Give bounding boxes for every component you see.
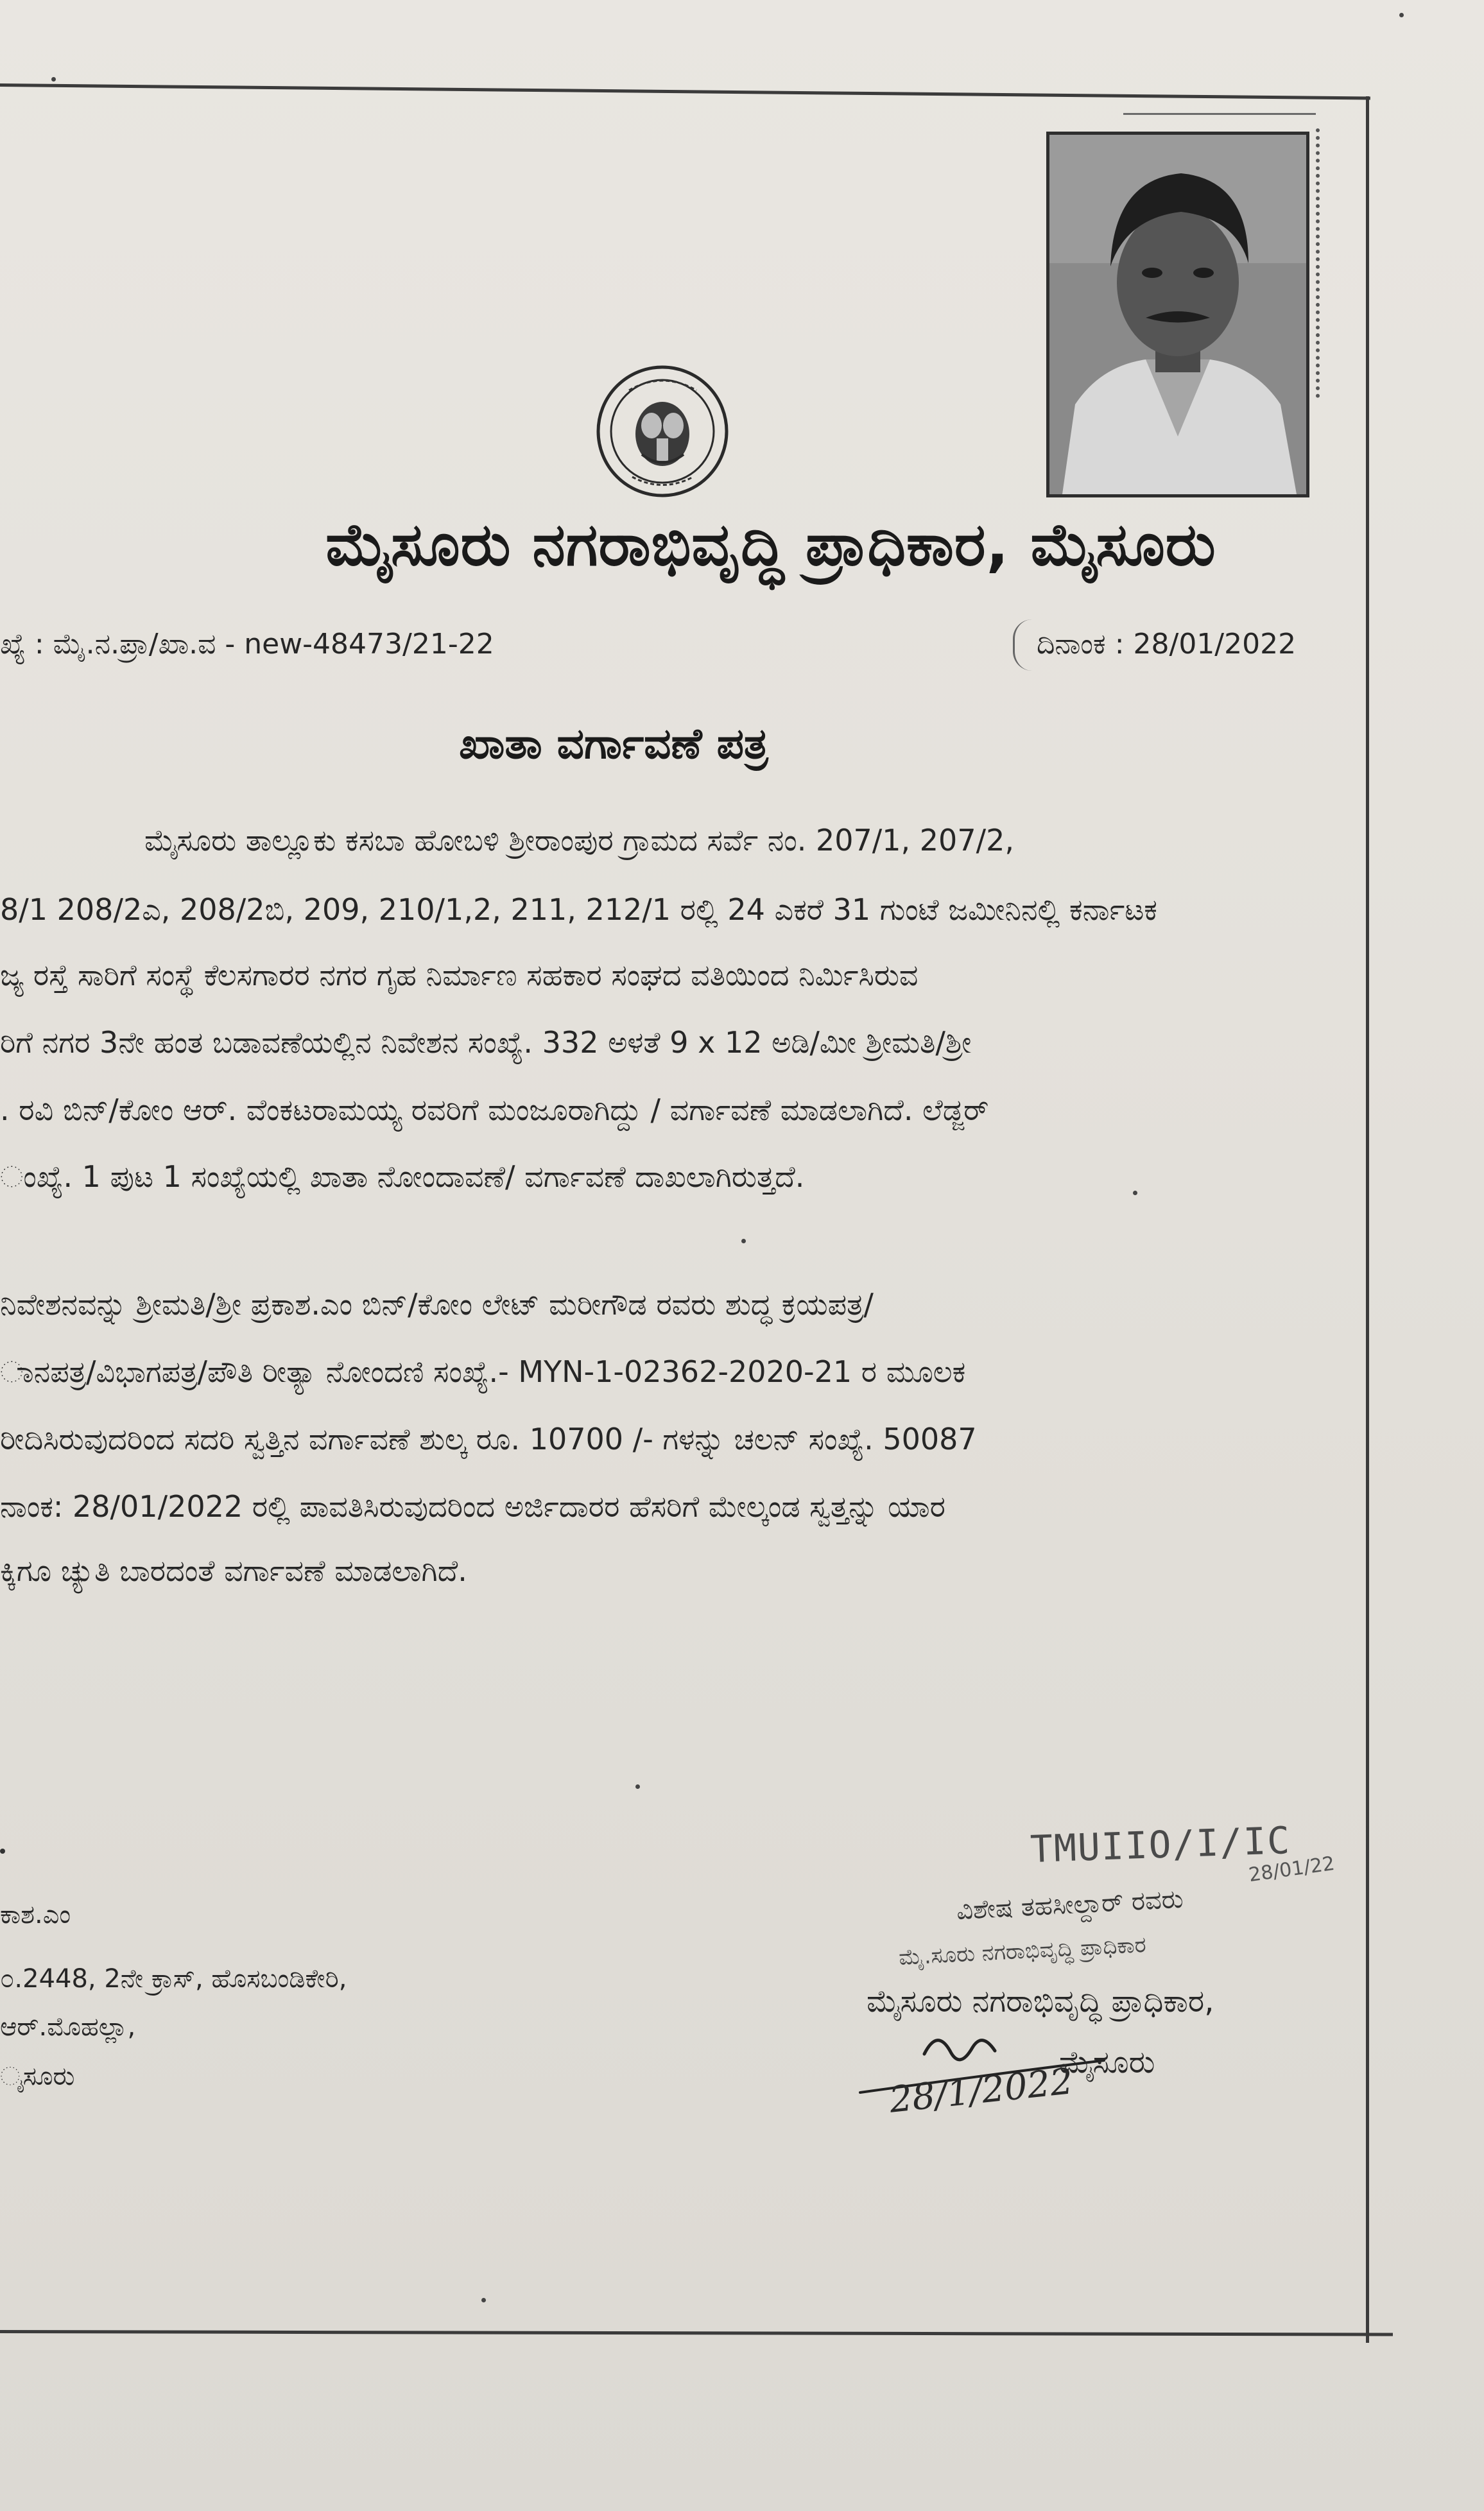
scan-speck bbox=[1399, 13, 1404, 17]
paragraph1-line6: ಂಖ್ಯೆ. 1 ಪುಟ 1 ಸಂಖ್ಯೆಯಲ್ಲಿ ಖಾತಾ ನೋಂದಾವಣೆ/ ವರ್ಗಾವಣೆ ದಾಖಲಾಗಿರುತ್ತದೆ. bbox=[0, 1159, 805, 1194]
frame-right-line bbox=[1366, 96, 1369, 2343]
handwritten-date: 28/1/2022 bbox=[887, 2060, 1075, 2121]
frame-top-inner-line bbox=[1123, 113, 1316, 115]
dotted-edge bbox=[1316, 128, 1320, 398]
authority-title: ಮೈಸೂರು ನಗರಾಭಿವೃದ್ಧಿ ಪ್ರಾಧಿಕಾರ, ಮೈಸೂರು bbox=[325, 510, 1216, 579]
paragraph1-line5: . ರವಿ ಬಿನ್/ಕೋಂ ಆರ್. ವೆಂಕಟರಾಮಯ್ಯ ರವರಿಗೆ ಮಂಜೂರಾಗಿದ್ದು / ವರ್ಗಾವಣೆ ಮಾಡಲಾಗಿದೆ. ಲೆಡ್ಜರ್ bbox=[0, 1092, 989, 1127]
addressee-address-line1: ೦.2448, 2ನೇ ಕ್ರಾಸ್, ಹೊಸಬಂಡಿಕೇರಿ, bbox=[0, 1964, 347, 1994]
paragraph2-line3: ರೀದಿಸಿರುವುದರಿಂದ ಸದರಿ ಸ್ವತ್ತಿನ ವರ್ಗಾವಣೆ ಶುಲ್ಕ ರೂ. 10700 /- ಗಳನ್ನು ಚಲನ್ ಸಂಖ್ಯೆ. 50087 bbox=[0, 1422, 977, 1456]
addressee-address-line2: ಆರ್.ಮೊಹಲ್ಲಾ, bbox=[0, 2012, 136, 2042]
scan-speck bbox=[635, 1784, 640, 1789]
government-seal-icon bbox=[594, 358, 732, 505]
addressee-bullet bbox=[0, 1849, 5, 1854]
paragraph1-line1: ಮೈಸೂರು ತಾಲ್ಲೂಕು ಕಸಬಾ ಹೋಬಳಿ ಶ್ರೀರಾಂಪುರ ಗ್ರಾಮದ ಸರ್ವೆ ನಂ. 207/1, 207/2, bbox=[144, 823, 1014, 858]
frame-top-line bbox=[0, 83, 1370, 99]
scan-speck bbox=[481, 2298, 486, 2302]
paragraph2-line1: ನಿವೇಶನವನ್ನು ಶ್ರೀಮತಿ/ಶ್ರೀ ಪ್ರಕಾಶ.ಎಂ ಬಿನ್/ಕೋಂ ಲೇಟ್ ಮರೀಗೌಡ ರವರು ಶುದ್ಧ ಕ್ರಯಪತ್ರ/ bbox=[0, 1287, 874, 1322]
paragraph2-line2: ಾನಪತ್ರ/ವಿಭಾಗಪತ್ರ/ಪೌತಿ ರೀತ್ಯಾ ನೋಂದಣಿ ಸಂಖ್ಯೆ.- MYN-1-02362-2020-21 ರ ಮೂಲಕ bbox=[0, 1354, 966, 1389]
paragraph2-line4: ನಾಂಕ: 28/01/2022 ರಲ್ಲಿ ಪಾವತಿಸಿರುವುದರಿಂದ ಅರ್ಜಿದಾರರ ಹೆಸರಿಗೆ ಮೇಲ್ಕಂಡ ಸ್ವತ್ತನ್ನು ಯಾರ bbox=[0, 1489, 945, 1524]
person-photo-icon bbox=[1049, 135, 1306, 494]
frame-bottom-line bbox=[0, 2330, 1393, 2336]
designation-line1: ವಿಶೇಷ ತಹಸೀಲ್ದಾರ್ ರವರು bbox=[956, 1884, 1184, 1926]
addressee-city: ೖಸೂರು bbox=[0, 2062, 75, 2091]
stamp-number: TMUIIO/I/IC bbox=[1029, 1818, 1292, 1872]
addressee-name: ಕಾಶ.ಎಂ bbox=[0, 1900, 71, 1929]
authority-signature-line: ಮೈಸೂರು ನಗರಾಭಿವೃದ್ಧಿ ಪ್ರಾಧಿಕಾರ, bbox=[867, 1983, 1214, 2019]
paragraph1-line2: 8/1 208/2ಎ, 208/2ಬಿ, 209, 210/1,2, 211, 212/1 ರಲ್ಲಿ 24 ಎಕರೆ 31 ಗುಂಟೆ ಜಮೀನಿನಲ್ಲಿ ಕರ್ನಾಟಕ bbox=[0, 892, 1158, 927]
paragraph2-line5: ಕ್ಕಿಗೂ ಚ್ಯುತಿ ಬಾರದಂತೆ ವರ್ಗಾವಣೆ ಮಾಡಲಾಗಿದೆ. bbox=[0, 1553, 467, 1588]
reference-number: ಖ್ಯೆ : ಮೈ.ನ.ಪ್ರಾ/ಖಾ.ವ - new-48473/21-22 bbox=[0, 628, 494, 660]
paragraph1-line4: ರಿಗೆ ನಗರ 3ನೇ ಹಂತ ಬಡಾವಣೆಯಲ್ಲಿನ ನಿವೇಶನ ಸಂಖ್ಯೆ. 332 ಅಳತೆ 9 x 12 ಅಡಿ/ಮೀ ಶ್ರೀಮತಿ/ಶ್ರೀ bbox=[0, 1025, 972, 1060]
designation-line2: ಮೈ.ಸೂರು ನಗರಾಭಿವೃದ್ಧಿ ಪ್ರಾಧಿಕಾರ bbox=[898, 1931, 1147, 1971]
document-title: ಖಾತಾ ವರ್ಗಾವಣೆ ಪತ್ರ bbox=[459, 719, 768, 768]
scan-speck bbox=[1133, 1191, 1137, 1195]
date-bracket bbox=[1013, 619, 1034, 671]
applicant-photo bbox=[1046, 132, 1309, 497]
signature-city: ಮೈಸೂರು bbox=[1059, 2044, 1155, 2080]
stamp-small-date: 28/01/22 bbox=[1247, 1852, 1336, 1887]
scan-speck bbox=[741, 1239, 746, 1243]
document-date: ದಿನಾಂಕ : 28/01/2022 bbox=[1037, 628, 1297, 660]
scan-speck bbox=[51, 77, 56, 82]
paragraph1-line3: ಜ್ಯ ರಸ್ತೆ ಸಾರಿಗೆ ಸಂಸ್ಥೆ ಕೆಲಸಗಾರರ ನಗರ ಗೃಹ ನಿರ್ಮಾಣ ಸಹಕಾರ ಸಂಘದ ವತಿಯಿಂದ ನಿರ್ಮಿಸಿರುವ bbox=[0, 958, 919, 992]
